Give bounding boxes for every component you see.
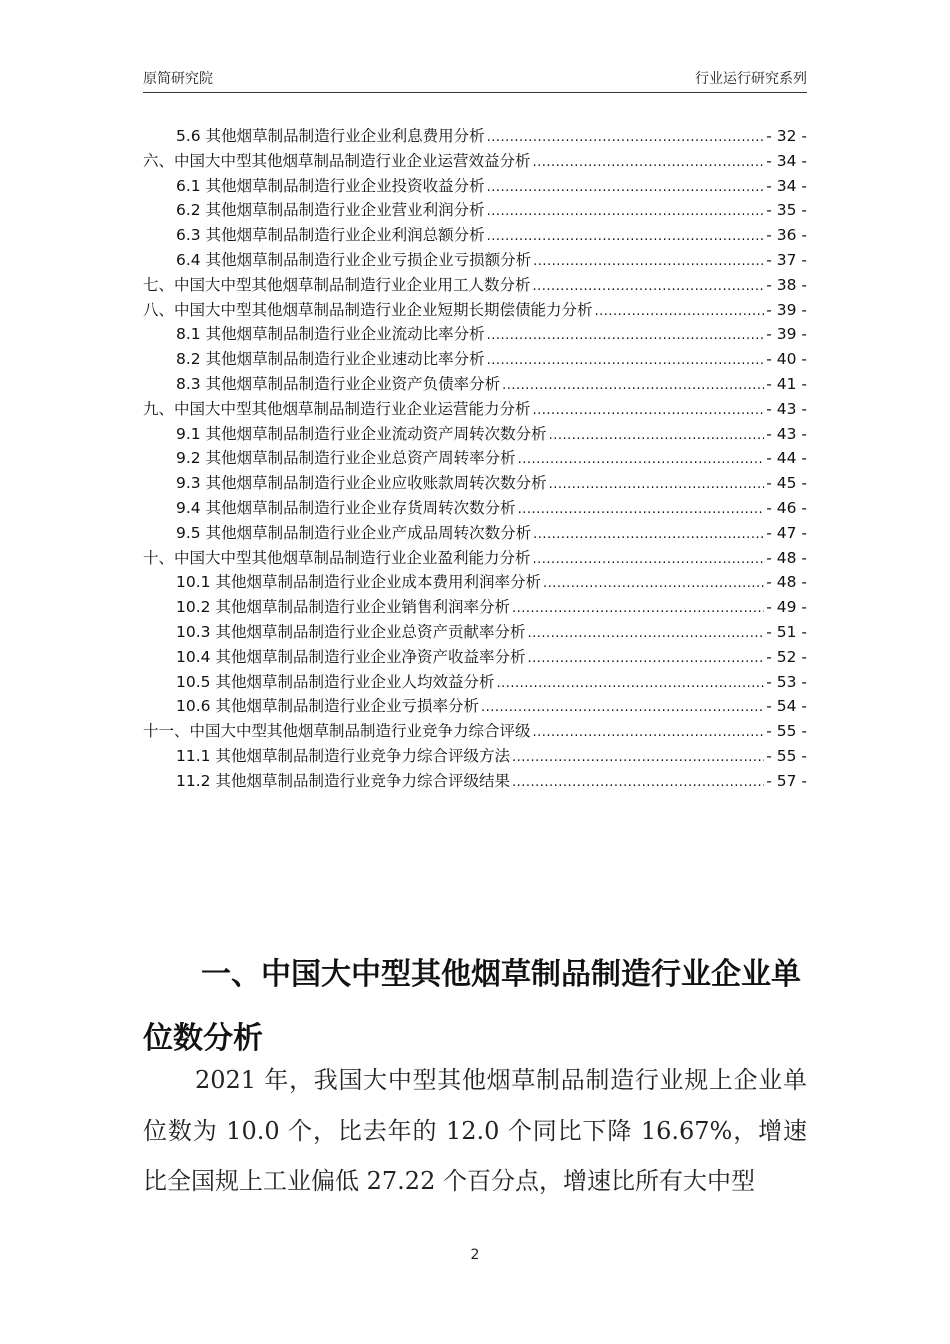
toc-entry[interactable] [143,471,807,496]
toc-dot-leader [487,180,765,195]
toc-dot-leader [527,651,764,666]
toc-entry-title: 9.1 其他烟草制品制造行业企业流动资产周转次数分析 [176,424,547,443]
toc-entry[interactable] [143,446,807,471]
toc-entry-page: - 52 - [766,647,807,666]
toc-entry-title: 11.2 其他烟草制品制造行业竞争力综合评级结果 [176,771,510,790]
toc-entry[interactable] [143,372,807,397]
toc-entry[interactable] [143,273,807,298]
toc-entry[interactable] [143,620,807,645]
toc-entry-title: 十、中国大中型其他烟草制品制造行业企业盈利能力分析 [143,548,531,567]
toc-entry-title: 9.2 其他烟草制品制造行业企业总资产周转率分析 [176,449,516,468]
toc-dot-leader [533,279,765,294]
toc-entry-title: 6.1 其他烟草制品制造行业企业投资收益分析 [176,176,485,195]
toc-dot-leader [533,725,765,740]
toc-dot-leader [543,576,764,591]
section-heading: 一、中国大中型其他烟草制品制造行业企业单位数分析 [143,957,801,1056]
toc-dot-leader [487,328,765,343]
toc-entry-title: 8.3 其他烟草制品制造行业企业资产负债率分析 [176,374,501,393]
toc-entry[interactable] [143,422,807,447]
toc-dot-leader [595,304,765,319]
toc-entry-title: 11.1 其他烟草制品制造行业竞争力综合评级方法 [176,746,510,765]
toc-entry-title: 10.1 其他烟草制品制造行业企业成本费用利润率分析 [176,573,541,592]
header-org-name: 原简研究院 [143,71,213,87]
toc-entry-page: - 41 - [766,374,807,393]
toc-entry-title: 八、中国大中型其他烟草制品制造行业企业短期长期偿债能力分析 [143,300,593,319]
toc-dot-leader [533,552,765,567]
header-divider [143,92,807,93]
toc-entry-page: - 47 - [766,523,807,542]
toc-entry[interactable] [143,595,807,620]
toc-entry-page: - 40 - [766,350,807,369]
toc-entry-title: 七、中国大中型其他烟草制品制造行业企业用工人数分析 [143,275,531,294]
toc-entry-page: - 53 - [766,672,807,691]
toc-entry[interactable] [143,521,807,546]
toc-entry[interactable] [143,248,807,273]
toc-entry-page: - 39 - [766,325,807,344]
toc-dot-leader [487,204,765,219]
toc-dot-leader [518,502,765,517]
toc-dot-leader [487,130,765,145]
toc-entry-title: 六、中国大中型其他烟草制品制造行业企业运营效益分析 [143,151,531,170]
toc-entry[interactable] [143,149,807,174]
toc-entry-title: 8.2 其他烟草制品制造行业企业速动比率分析 [176,350,485,369]
toc-dot-leader [481,700,764,715]
toc-entry[interactable] [143,546,807,571]
toc-entry[interactable] [143,397,807,422]
toc-entry-page: - 44 - [766,449,807,468]
toc-entry-page: - 32 - [766,127,807,145]
toc-dot-leader [512,750,764,765]
toc-entry[interactable] [143,347,807,372]
toc-entry[interactable] [143,645,807,670]
toc-entry-title: 九、中国大中型其他烟草制品制造行业企业运营能力分析 [143,399,531,418]
toc-entry-title: 10.4 其他烟草制品制造行业企业净资产收益率分析 [176,647,526,666]
toc-entry[interactable] [143,719,807,744]
toc-entry[interactable] [143,124,807,149]
toc-entry-title: 10.3 其他烟草制品制造行业企业总资产贡献率分析 [176,622,526,641]
toc-entry-page: - 54 - [766,697,807,716]
toc-entry-title: 十一、中国大中型其他烟草制品制造行业竞争力综合评级 [143,722,531,741]
toc-entry-page: - 55 - [766,722,807,741]
toc-dot-leader [487,353,765,368]
toc-entry-page: - 35 - [766,201,807,220]
toc-dot-leader [549,477,765,492]
toc-entry[interactable] [143,223,807,248]
toc-entry[interactable] [143,496,807,521]
table-of-contents [143,124,807,794]
toc-entry-page: - 43 - [766,399,807,418]
toc-entry-page: - 43 - [766,424,807,443]
header-series-name: 行业运行研究系列 [695,71,807,87]
toc-dot-leader [549,428,765,443]
toc-entry-page: - 46 - [766,498,807,517]
toc-dot-leader [512,775,764,790]
toc-dot-leader [533,403,765,418]
toc-dot-leader [502,378,764,393]
toc-entry[interactable] [143,570,807,595]
toc-entry-page: - 49 - [766,598,807,617]
toc-entry[interactable] [143,174,807,199]
toc-dot-leader [533,527,764,542]
toc-entry-page: - 34 - [766,151,807,170]
toc-entry-page: - 37 - [766,250,807,269]
toc-entry[interactable] [143,744,807,769]
toc-entry-title: 9.5 其他烟草制品制造行业企业产成品周转次数分析 [176,523,532,542]
toc-entry-title: 10.2 其他烟草制品制造行业企业销售利润率分析 [176,598,510,617]
toc-dot-leader [533,254,764,269]
toc-entry-title: 6.2 其他烟草制品制造行业企业营业利润分析 [176,201,485,220]
toc-dot-leader [496,676,764,691]
toc-entry[interactable] [143,322,807,347]
toc-entry-page: - 36 - [766,226,807,245]
toc-entry-page: - 48 - [766,573,807,592]
toc-entry-title: 10.5 其他烟草制品制造行业企业人均效益分析 [176,672,495,691]
body-paragraph: 2021 年，我国大中型其他烟草制品制造行业规上企业单位数为 10.0 个，比去年的 12.0 个同比下降 16.67%，增速比全国规上工业偏低 27.22 个百分点，增速比所有大中型 [143,1066,807,1195]
toc-entry-page: - 55 - [766,746,807,765]
toc-dot-leader [527,626,764,641]
toc-entry-title: 10.6 其他烟草制品制造行业企业亏损率分析 [176,697,479,716]
toc-entry-page: - 34 - [766,176,807,195]
toc-entry-page: - 57 - [766,771,807,790]
toc-dot-leader [533,155,765,170]
toc-entry-title: 6.4 其他烟草制品制造行业企业亏损企业亏损额分析 [176,250,532,269]
toc-entry[interactable] [143,298,807,323]
toc-entry[interactable] [143,670,807,695]
toc-entry[interactable] [143,694,807,719]
toc-dot-leader [487,229,765,244]
toc-dot-leader [518,452,765,467]
toc-entry[interactable] [143,198,807,223]
toc-entry-title: 5.6 其他烟草制品制造行业企业利息费用分析 [176,127,485,145]
toc-entry-title: 6.3 其他烟草制品制造行业企业利润总额分析 [176,226,485,245]
page-number: 2 [470,1247,480,1263]
toc-entry[interactable] [143,769,807,794]
toc-entry-title: 8.1 其他烟草制品制造行业企业流动比率分析 [176,325,485,344]
toc-entry-title: 9.3 其他烟草制品制造行业企业应收账款周转次数分析 [176,474,547,493]
toc-entry-page: - 38 - [766,275,807,294]
toc-entry-page: - 45 - [766,474,807,493]
toc-entry-title: 9.4 其他烟草制品制造行业企业存货周转次数分析 [176,498,516,517]
toc-entry-page: - 51 - [766,622,807,641]
toc-entry-page: - 39 - [766,300,807,319]
toc-dot-leader [512,601,764,616]
toc-entry-page: - 48 - [766,548,807,567]
